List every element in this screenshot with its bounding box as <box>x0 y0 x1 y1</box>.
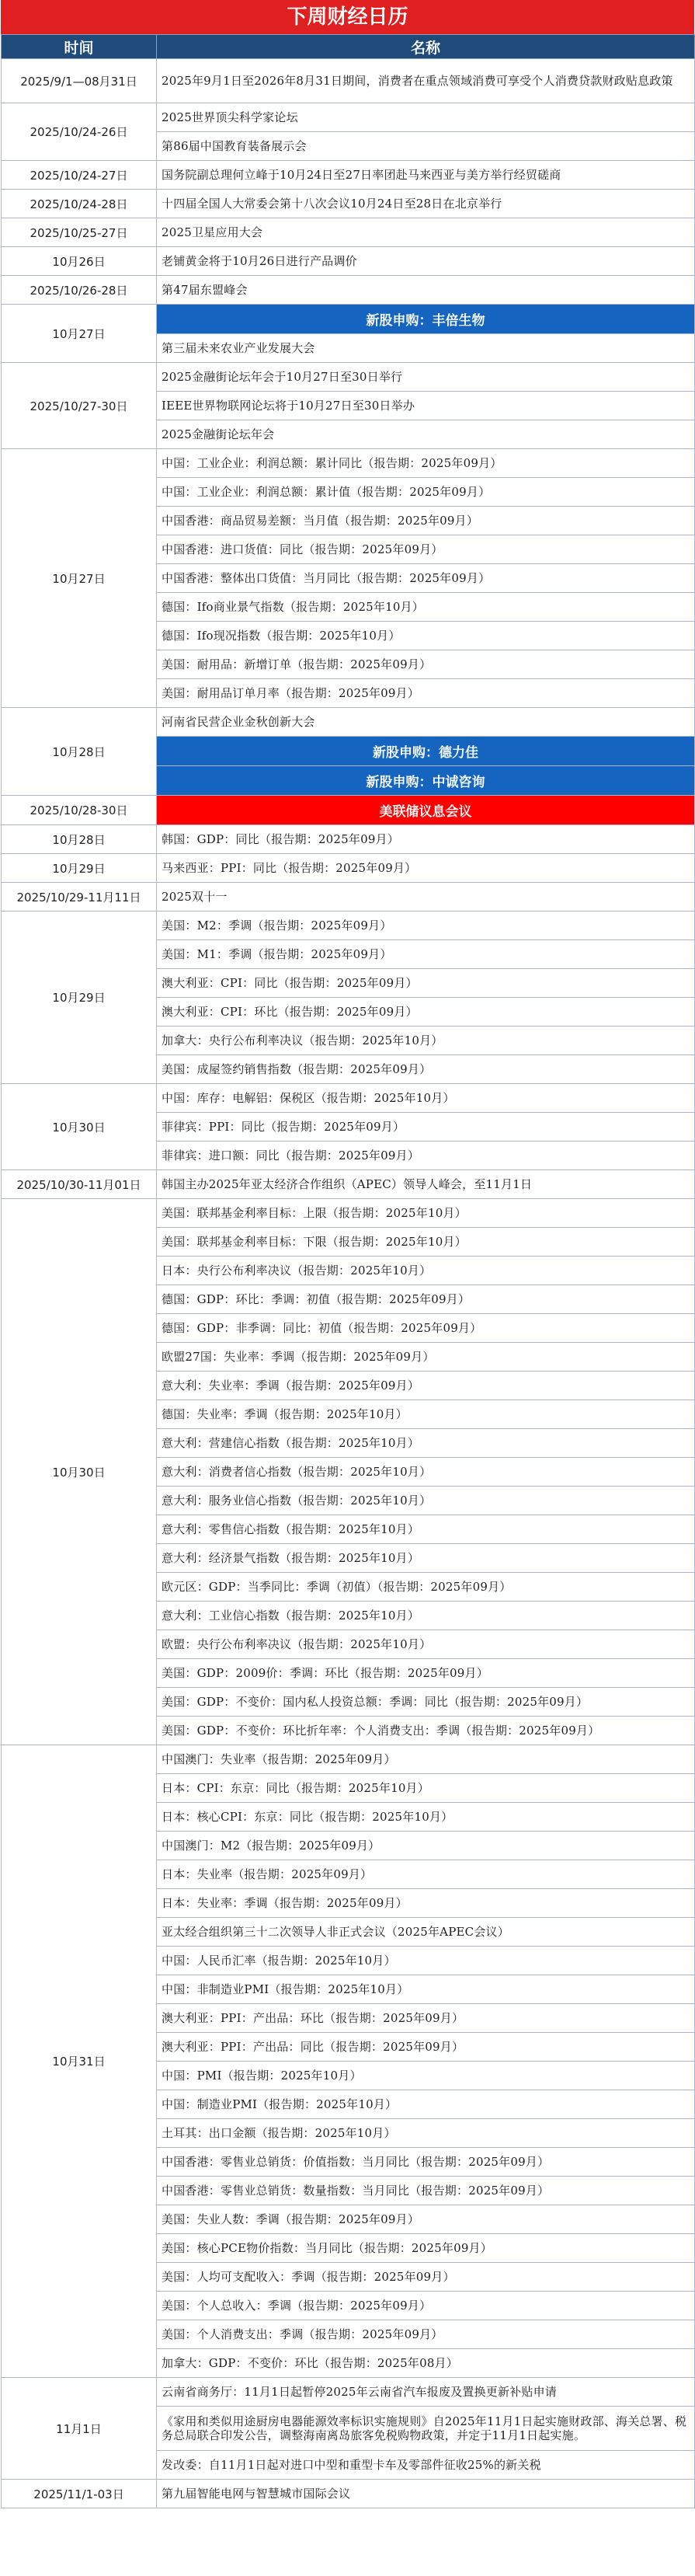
event-cell: 第86届中国教育装备展示会 <box>157 132 695 161</box>
event-cell: 中国香港：进口货值：同比（报告期：2025年09月） <box>157 535 695 564</box>
event-cell: 美国：GDP：2009价：季调：环比（报告期：2025年09月） <box>157 1659 695 1688</box>
date-cell: 2025/10/30-11月01日 <box>2 1170 157 1199</box>
event-cell: 意大利：经济景气指数（报告期：2025年10月） <box>157 1544 695 1573</box>
event-cell: 中国：非制造业PMI（报告期：2025年10月） <box>157 1975 695 2004</box>
event-cell: 中国：制造业PMI（报告期：2025年10月） <box>157 2090 695 2119</box>
table-row <box>2 1084 695 1113</box>
event-cell: 日本：失业率（报告期：2025年09月） <box>157 1860 695 1889</box>
date-cell: 11月1日 <box>2 2378 157 2480</box>
event-cell: 美国：联邦基金利率目标：下限（报告期：2025年10月） <box>157 1228 695 1257</box>
event-cell: 日本：核心CPI：东京：同比（报告期：2025年10月） <box>157 1803 695 1832</box>
event-cell: 美国：GDP：不变价：国内私人投资总额：季调：同比（报告期：2025年09月） <box>157 1688 695 1717</box>
event-cell: 河南省民营企业金秋创新大会 <box>157 708 695 737</box>
event-cell: 第47届东盟峰会 <box>157 276 695 305</box>
date-cell: 2025/10/24-28日 <box>2 190 157 218</box>
date-cell: 2025/9/1—08月31日 <box>2 59 157 103</box>
event-cell: 意大利：工业信心指数（报告期：2025年10月） <box>157 1602 695 1630</box>
event-cell: 欧盟：央行公布利率决议（报告期：2025年10月） <box>157 1630 695 1659</box>
date-cell: 10月29日 <box>2 854 157 883</box>
event-cell: 意大利：失业率：季调（报告期：2025年09月） <box>157 1372 695 1400</box>
table-row <box>2 854 695 883</box>
date-cell: 10月31日 <box>2 1745 157 2378</box>
table-row <box>2 161 695 190</box>
table-row <box>2 247 695 276</box>
event-cell: IEEE世界物联网论坛将于10月27日至30日举办 <box>157 392 695 420</box>
event-cell: 欧元区：GDP：当季同比：季调（初值）（报告期：2025年09月） <box>157 1573 695 1602</box>
event-cell: 美国：核心PCE物价指数：当月同比（报告期：2025年09月） <box>157 2234 695 2263</box>
event-cell: 菲律宾：PPI：同比（报告期：2025年09月） <box>157 1113 695 1142</box>
table-row <box>2 912 695 940</box>
event-cell: 2025卫星应用大会 <box>157 218 695 247</box>
event-cell: 中国澳门：M2（报告期：2025年09月） <box>157 1832 695 1860</box>
event-cell: 澳大利亚：CPI：同比（报告期：2025年09月） <box>157 969 695 998</box>
table-row <box>2 363 695 392</box>
event-cell: 中国：工业企业：利润总额：累计值（报告期：2025年09月） <box>157 478 695 507</box>
event-cell: 德国：GDP：非季调：同比：初值（报告期：2025年09月） <box>157 1314 695 1343</box>
event-cell: 美国：失业人数：季调（报告期：2025年09月） <box>157 2205 695 2234</box>
event-cell: 意大利：消费者信心指数（报告期：2025年10月） <box>157 1458 695 1487</box>
event-cell: 2025年9月1日至2026年8月31日期间，消费者在重点领域消费可享受个人消费贷款财政贴息政策 <box>157 59 695 103</box>
table-row <box>2 449 695 478</box>
ipo-highlight-cell: 新股申购：丰倍生物 <box>157 305 695 334</box>
event-cell: 日本：失业率：季调（报告期：2025年09月） <box>157 1889 695 1918</box>
event-cell: 菲律宾：进口额：同比（报告期：2025年09月） <box>157 1142 695 1170</box>
event-cell: 美国：耐用品订单月率（报告期：2025年09月） <box>157 679 695 708</box>
table-row <box>2 796 695 825</box>
event-cell: 韩国：GDP：同比（报告期：2025年09月） <box>157 825 695 854</box>
event-cell: 2025金融街论坛年会 <box>157 420 695 449</box>
date-cell: 10月28日 <box>2 708 157 796</box>
table-row <box>2 276 695 305</box>
event-cell: 中国澳门：失业率（报告期：2025年09月） <box>157 1745 695 1774</box>
ipo-highlight-cell: 新股申购：中诚咨询 <box>157 766 695 796</box>
event-cell: 澳大利亚：PPI：产出品：环比（报告期：2025年09月） <box>157 2004 695 2033</box>
table-row <box>2 103 695 132</box>
event-cell: 意大利：零售信心指数（报告期：2025年10月） <box>157 1515 695 1544</box>
event-cell: 意大利：服务业信心指数（报告期：2025年10月） <box>157 1487 695 1515</box>
event-cell: 中国香港：整体出口货值：当月同比（报告期：2025年09月） <box>157 564 695 593</box>
event-cell: 马来西亚：PPI：同比（报告期：2025年09月） <box>157 854 695 883</box>
event-cell: 美国：M1：季调（报告期：2025年09月） <box>157 940 695 969</box>
event-cell: 美国：个人总收入：季调（报告期：2025年09月） <box>157 2292 695 2320</box>
table-row <box>2 825 695 854</box>
event-cell: 2025世界顶尖科学家论坛 <box>157 103 695 132</box>
event-cell: 中国香港：商品贸易差额：当月值（报告期：2025年09月） <box>157 507 695 535</box>
event-cell: 中国：PMI（报告期：2025年10月） <box>157 2062 695 2090</box>
event-cell: 美国：GDP：不变价：环比折年率：个人消费支出：季调（报告期：2025年09月） <box>157 1717 695 1745</box>
event-cell: 国务院副总理何立峰于10月24日至27日率团赴马来西亚与美方举行经贸磋商 <box>157 161 695 190</box>
event-cell: 美国：M2：季调（报告期：2025年09月） <box>157 912 695 940</box>
table-row <box>2 1170 695 1199</box>
event-cell: 日本：CPI：东京：同比（报告期：2025年10月） <box>157 1774 695 1803</box>
event-cell: 美国：人均可支配收入：季调（报告期：2025年09月） <box>157 2263 695 2292</box>
event-cell: 2025双十一 <box>157 883 695 912</box>
date-cell: 2025/10/24-27日 <box>2 161 157 190</box>
event-cell: 十四届全国人大常委会第十八次会议10月24日至28日在北京举行 <box>157 190 695 218</box>
event-cell: 发改委：自11月1日起对进口中型和重型卡车及零部件征收25%的新关税 <box>157 2451 695 2480</box>
event-cell: 中国香港：零售业总销货：价值指数：当月同比（报告期：2025年09月） <box>157 2148 695 2177</box>
date-cell: 2025/10/28-30日 <box>2 796 157 825</box>
date-cell: 2025/10/29-11月11日 <box>2 883 157 912</box>
event-cell: 韩国主办2025年亚太经济合作组织（APEC）领导人峰会，至11月1日 <box>157 1170 695 1199</box>
event-cell: 美国：成屋签约销售指数（报告期：2025年09月） <box>157 1055 695 1084</box>
table-row <box>2 708 695 737</box>
table-row <box>2 190 695 218</box>
date-cell: 10月30日 <box>2 1084 157 1170</box>
table-row <box>2 883 695 912</box>
event-cell: 澳大利亚：PPI：产出品：同比（报告期：2025年09月） <box>157 2033 695 2062</box>
event-cell: 2025金融街论坛年会于10月27日至30日举行 <box>157 363 695 392</box>
event-cell: 中国：人民币汇率（报告期：2025年10月） <box>157 1947 695 1975</box>
date-cell: 2025/10/25-27日 <box>2 218 157 247</box>
table-row <box>2 2480 695 2508</box>
event-cell: 云南省商务厅：11月1日起暂停2025年云南省汽车报废及置换更新补贴申请 <box>157 2378 695 2407</box>
header-name: 名称 <box>157 35 695 59</box>
table-row <box>2 59 695 103</box>
event-cell: 土耳其：出口金额（报告期：2025年10月） <box>157 2119 695 2148</box>
event-cell: 中国香港：零售业总销货：数量指数：当月同比（报告期：2025年09月） <box>157 2177 695 2205</box>
event-cell: 美国：联邦基金利率目标：上限（报告期：2025年10月） <box>157 1199 695 1228</box>
event-cell: 老铺黄金将于10月26日进行产品调价 <box>157 247 695 276</box>
page-title: 下周财经日历 <box>1 0 694 34</box>
date-cell: 10月27日 <box>2 305 157 363</box>
event-cell: 第九届智能电网与智慧城市国际会议 <box>157 2480 695 2508</box>
event-cell: 加拿大：央行公布利率决议（报告期：2025年10月） <box>157 1027 695 1055</box>
event-cell: 中国：库存：电解铝：保税区（报告期：2025年10月） <box>157 1084 695 1113</box>
table-row <box>2 1745 695 1774</box>
date-cell: 2025/11/1-03日 <box>2 2480 157 2508</box>
event-cell: 欧盟27国：失业率：季调（报告期：2025年09月） <box>157 1343 695 1372</box>
ipo-highlight-cell: 新股申购：德力佳 <box>157 737 695 766</box>
event-cell: 《家用和类似用途厨房电器能源效率标识实施规则》自2025年11月1日起实施财政部、海关总署、税务总局联合印发公告，调整海南离岛旅客免税购物政策，并定于11月1日起实施。 <box>157 2407 695 2451</box>
event-cell: 德国：Ifo商业景气指数（报告期：2025年10月） <box>157 593 695 622</box>
header-time: 时间 <box>2 35 157 59</box>
calendar-table <box>1 34 695 2508</box>
calendar-page <box>1 0 694 2508</box>
event-cell: 德国：Ifo现况指数（报告期：2025年10月） <box>157 622 695 650</box>
fomc-highlight-cell: 美联储议息会议 <box>157 796 695 825</box>
event-cell: 日本：央行公布利率决议（报告期：2025年10月） <box>157 1257 695 1285</box>
event-cell: 德国：失业率：季调（报告期：2025年10月） <box>157 1400 695 1429</box>
date-cell: 10月30日 <box>2 1199 157 1745</box>
event-cell: 第三届未来农业产业发展大会 <box>157 334 695 363</box>
event-cell: 中国：工业企业：利润总额：累计同比（报告期：2025年09月） <box>157 449 695 478</box>
table-row <box>2 2378 695 2407</box>
date-cell: 10月29日 <box>2 912 157 1084</box>
event-cell: 意大利：营建信心指数（报告期：2025年10月） <box>157 1429 695 1458</box>
date-cell: 10月27日 <box>2 449 157 708</box>
event-cell: 德国：GDP：环比：季调：初值（报告期：2025年09月） <box>157 1285 695 1314</box>
date-cell: 2025/10/27-30日 <box>2 363 157 449</box>
table-row <box>2 218 695 247</box>
event-cell: 澳大利亚：CPI：环比（报告期：2025年09月） <box>157 998 695 1027</box>
event-cell: 加拿大：GDP：不变价：环比（报告期：2025年08月） <box>157 2349 695 2378</box>
table-row <box>2 305 695 334</box>
date-cell: 2025/10/24-26日 <box>2 103 157 161</box>
date-cell: 10月28日 <box>2 825 157 854</box>
date-cell: 10月26日 <box>2 247 157 276</box>
table-body <box>2 59 695 2508</box>
event-cell: 美国：个人消费支出：季调（报告期：2025年09月） <box>157 2320 695 2349</box>
event-cell: 美国：耐用品：新增订单（报告期：2025年09月） <box>157 650 695 679</box>
date-cell: 2025/10/26-28日 <box>2 276 157 305</box>
table-header-row <box>2 35 695 59</box>
event-cell: 亚太经合组织第三十二次领导人非正式会议（2025年APEC会议） <box>157 1918 695 1947</box>
table-row <box>2 1199 695 1228</box>
